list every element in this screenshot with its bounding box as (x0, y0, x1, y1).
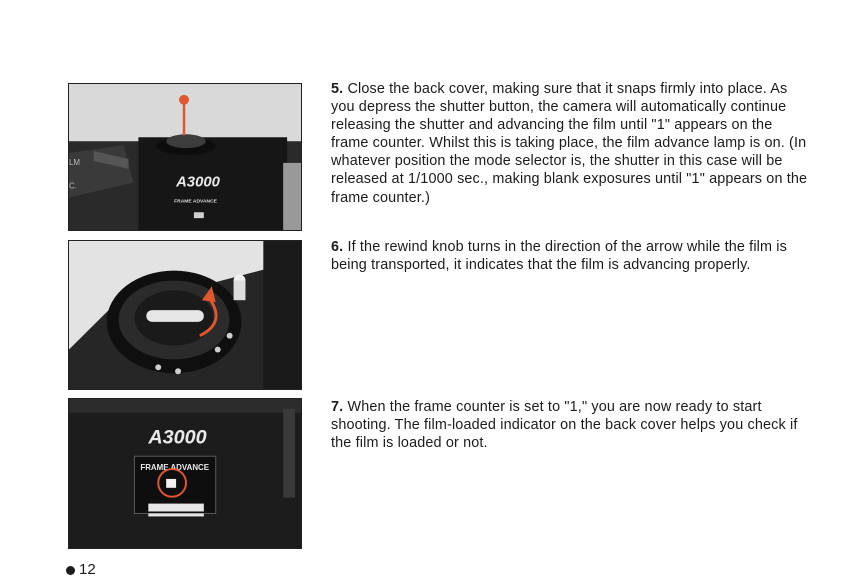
step-6-paragraph (331, 238, 809, 274)
step-text: If the rewind knob turns in the direction of the arrow while the film is being transported, it indicates that the film is advancing properly. (331, 239, 787, 274)
page-number-text: 12 (79, 561, 96, 578)
step-7-paragraph (331, 398, 809, 452)
back-cover-photo (68, 398, 302, 549)
step-text: When the frame counter is set to "1," you are now ready to start shooting. The film-loaded indicator on the back cover helps you check if the film is loaded or not. (331, 399, 798, 452)
step-text: Close the back cover, making sure that it snaps firmly into place. As you depress the shutter button, the camera will automatically continue releasing the shutter and advancing the film until "1" appears on the frame counter. Whilst this is taking place, the film advance lamp is on. (In whatever position the mode selector is, the shutter in this case will be released at 1/1000 sec., making blank exposures until "1" appears on the frame counter.) (331, 81, 808, 206)
page-number (66, 561, 96, 579)
step-number: 6. (331, 239, 344, 255)
camera-top-photo (68, 83, 302, 231)
side-text: LM (69, 157, 81, 167)
step-5-paragraph (331, 80, 809, 207)
step-number: 5. (331, 81, 344, 97)
rewind-knob-photo (68, 240, 302, 390)
brand-logo: A3000 (176, 174, 220, 191)
step-number: 7. (331, 399, 344, 415)
frame-advance-label: FRAME ADVANCE (140, 463, 210, 473)
frame-advance-label: FRAME ADVANCE (174, 199, 217, 205)
brand-logo: A3000 (148, 426, 207, 449)
bullet-icon (66, 566, 75, 575)
side-text-2: C. (69, 181, 77, 191)
